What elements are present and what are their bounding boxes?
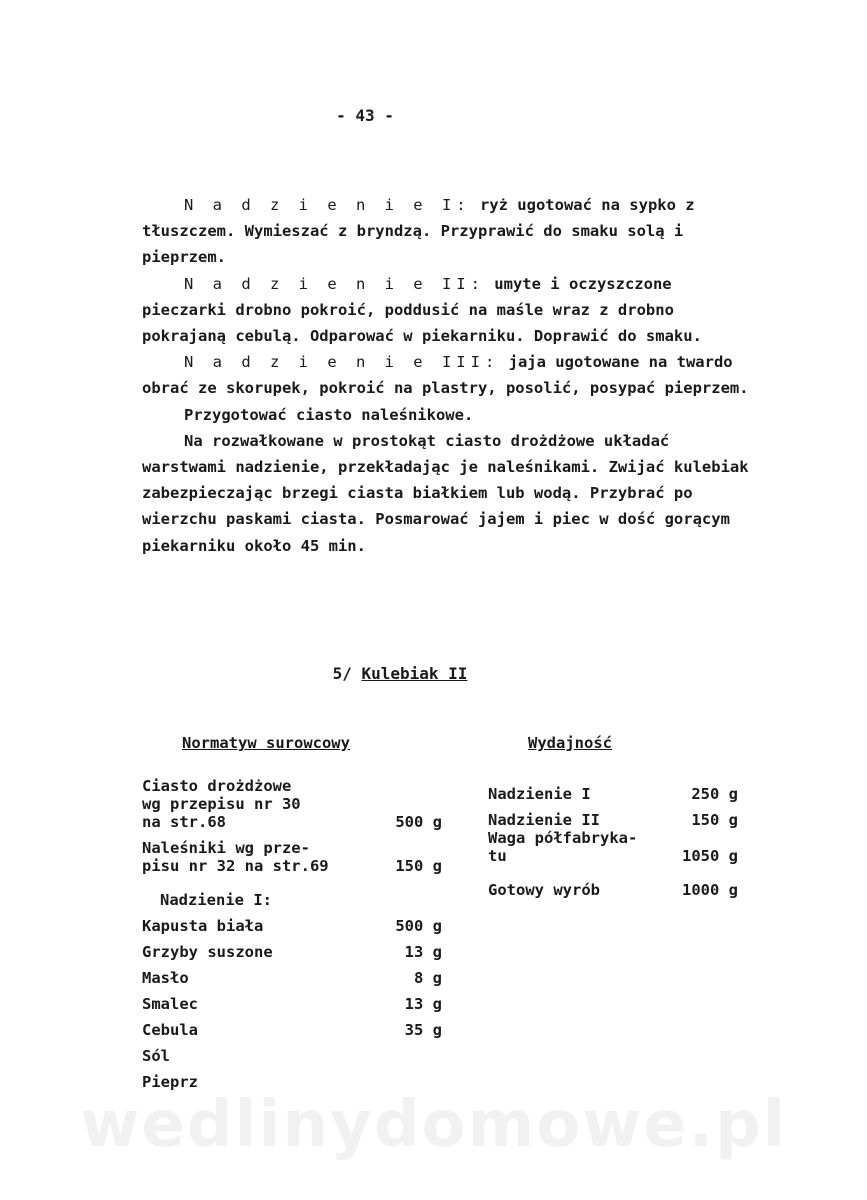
item-name-line: Ciasto drożdżowe [142, 777, 292, 795]
ingredient-row [142, 987, 442, 1013]
paragraph-filling-2 [142, 271, 754, 350]
item-quantity: 150 g [395, 857, 442, 875]
paragraph-filling-3 [142, 349, 754, 401]
filling-2-text: umyte i oczyszczone pieczarki drobno pokroić, poddusić na maśle wraz z drobno pokrajaną cebulą. Odparować w piekarniku. Doprawić do smaku. [142, 274, 702, 346]
item-name-line: Masło [142, 969, 189, 987]
filling-2-label: N a d z i e n i e II: [184, 274, 485, 293]
item-name-line: wg przepisu nr 30 [142, 795, 301, 813]
paragraph-crepes [142, 402, 754, 428]
item-name [142, 943, 382, 961]
item-quantity: 150 g [691, 811, 738, 829]
item-name-line: pisu nr 32 na str.69 [142, 857, 329, 875]
section-name: Kulebiak II [361, 664, 468, 683]
ingredient-row [142, 883, 442, 909]
item-name [488, 829, 658, 865]
yield-row [488, 873, 738, 899]
paragraph-assembly [142, 428, 754, 559]
filling-1-text: ryż ugotować na sypko z tłuszczem. Wymieszać z bryndzą. Przyprawić do smaku solą i pieprzem. [142, 196, 695, 267]
ingredient-row [142, 1013, 442, 1039]
item-name-line: Naleśniki wg prze- [142, 839, 310, 857]
item-quantity: 250 g [691, 785, 738, 803]
ingredient-row [142, 839, 442, 875]
ingredient-row [142, 935, 442, 961]
item-name-line: Smalec [142, 995, 198, 1013]
filling-3-text: jaja ugotowane na twardo obrać ze skorupek, pokroić na plastry, posolić, posypać pieprzem. [142, 353, 749, 398]
filling-3-label: N a d z i e n i e III: [184, 353, 500, 372]
item-name-line: Gotowy wyrób [488, 881, 600, 899]
item-quantity: 13 g [404, 943, 442, 961]
ingredients-table [142, 777, 442, 1091]
ingredient-row [142, 1039, 442, 1065]
item-name-line: Nadzienie II [488, 811, 600, 829]
yield-row [488, 803, 738, 829]
ingredient-row [142, 961, 442, 987]
item-name [488, 785, 658, 803]
item-name-line: Sól [142, 1047, 170, 1065]
item-name-line: na str.68 [142, 813, 226, 831]
item-quantity: 1000 g [682, 881, 738, 899]
ingredient-row [142, 777, 442, 831]
item-name-line: Nadzienie I [488, 785, 591, 803]
paragraph-filling-1 [142, 192, 754, 271]
item-name-line: Kapusta biała [142, 917, 264, 935]
item-name [488, 881, 658, 899]
item-name [142, 839, 382, 875]
item-name [488, 811, 658, 829]
item-quantity: 13 g [404, 995, 442, 1013]
item-name [142, 777, 382, 831]
item-name [142, 891, 382, 909]
yield-table [488, 777, 738, 899]
item-quantity: 500 g [395, 813, 442, 831]
watermark: wedlinydomowe.pl [80, 1088, 787, 1162]
item-quantity: 35 g [404, 1021, 442, 1039]
item-name [142, 969, 382, 987]
ingredient-row [142, 909, 442, 935]
item-name [142, 1047, 382, 1065]
item-name-line: tu [488, 847, 507, 865]
page-number: - 43 - [336, 106, 394, 125]
item-name [142, 1021, 382, 1039]
assembly-text: Na rozwałkowane w prostokąt ciasto drożdżowe układać warstwami nadzienie, przekładając je naleśnikami. Zwijać kulebiak zabezpieczając brzegi ciasta białkiem lub wodą. Przybrać po wierzchu paskami ciasta. Posmarować jajem i piec w dość gorącym piekarniku około 45 min. [142, 431, 749, 555]
item-quantity: 1050 g [682, 847, 738, 865]
heading-normatyw: Normatyw surowcowy [182, 734, 350, 752]
section-number: 5/ [332, 664, 352, 683]
item-name [142, 917, 382, 935]
item-name [142, 995, 382, 1013]
crepes-text: Przygotować ciasto naleśnikowe. [184, 405, 474, 424]
item-name-line: Cebula [142, 1021, 198, 1039]
item-name-line: Nadzienie I: [160, 891, 272, 909]
filling-1-label: N a d z i e n i e I: [184, 196, 471, 214]
item-quantity: 8 g [414, 969, 442, 987]
section-title [0, 664, 800, 683]
heading-wydajnosc: Wydajność [528, 734, 612, 752]
item-quantity: 500 g [395, 917, 442, 935]
item-name-line: Grzyby suszone [142, 943, 273, 961]
yield-row [488, 777, 738, 803]
item-name-line: Waga półfabryka- [488, 829, 638, 847]
item-name-line: Pieprz [142, 1073, 198, 1091]
recipe-instructions [142, 192, 754, 559]
yield-row [488, 829, 738, 865]
